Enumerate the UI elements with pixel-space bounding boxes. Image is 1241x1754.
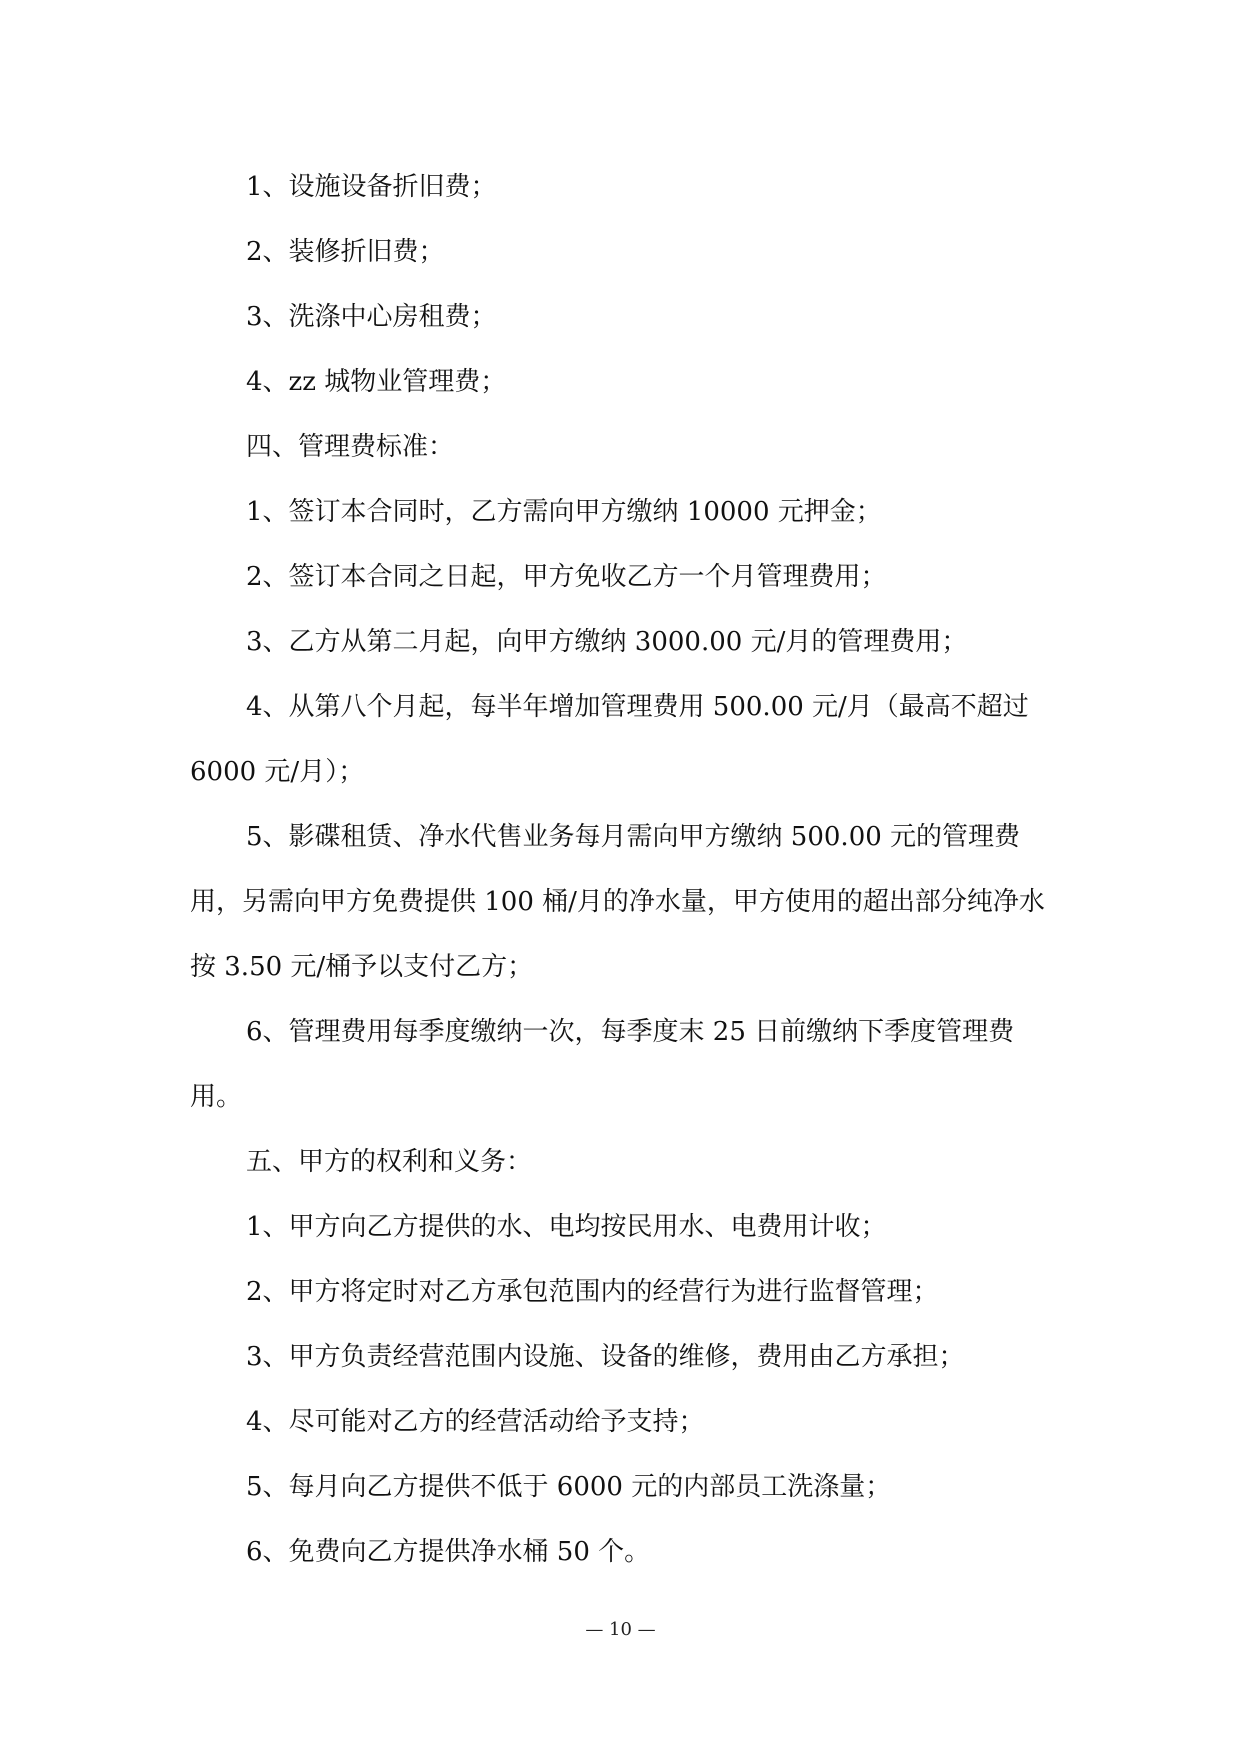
paragraph-item-4: 4、zz 城物业管理费； [246,367,507,397]
paragraph-item-2: 2、装修折旧费； [246,237,445,267]
paragraph-rights-5: 5、每月向乙方提供不低于 6000 元的内部员工洗涤量； [246,1472,892,1502]
paragraph-fee-1: 1、签订本合同时，乙方需向甲方缴纳 10000 元押金； [246,497,882,527]
paragraph-rights-6: 6、免费向乙方提供净水桶 50 个。 [246,1537,651,1567]
page-number: — 10 — [585,1619,656,1640]
paragraph-fee-6: 6、管理费用每季度缴纳一次，每季度末 25 日前缴纳下季度管理费用。 [190,1017,1015,1112]
paragraph-item-3: 3、洗涤中心房租费； [246,302,497,332]
paragraph-fee-3: 3、乙方从第二月起，向甲方缴纳 3000.00 元/月的管理费用； [246,627,968,657]
section-heading-party-a-rights: 五、甲方的权利和义务： [246,1147,533,1177]
document-body [190,155,1050,1585]
paragraph-rights-3: 3、甲方负责经营范围内设施、设备的维修，费用由乙方承担； [246,1342,965,1372]
paragraph-fee-4: 4、从第八个月起，每半年增加管理费用 500.00 元/月（最高不超过 6000 元/月）； [190,692,1029,787]
paragraph-rights-1: 1、甲方向乙方提供的水、电均按民用水、电费用计收； [246,1212,887,1242]
paragraph-item-1: 1、设施设备折旧费； [246,172,497,202]
paragraph-rights-2: 2、甲方将定时对乙方承包范围内的经营行为进行监督管理； [246,1277,939,1307]
paragraph-fee-2: 2、签订本合同之日起，甲方免收乙方一个月管理费用； [246,562,887,592]
paragraph-rights-4: 4、尽可能对乙方的经营活动给予支持； [246,1407,705,1437]
section-heading-management-fee: 四、管理费标准： [246,432,455,462]
paragraph-fee-5: 5、影碟租赁、净水代售业务每月需向甲方缴纳 500.00 元的管理费用，另需向甲方免费提供 100 桶/月的净水量，甲方使用的超出部分纯净水按 3.50 元/桶予以支付乙方； [190,822,1045,982]
